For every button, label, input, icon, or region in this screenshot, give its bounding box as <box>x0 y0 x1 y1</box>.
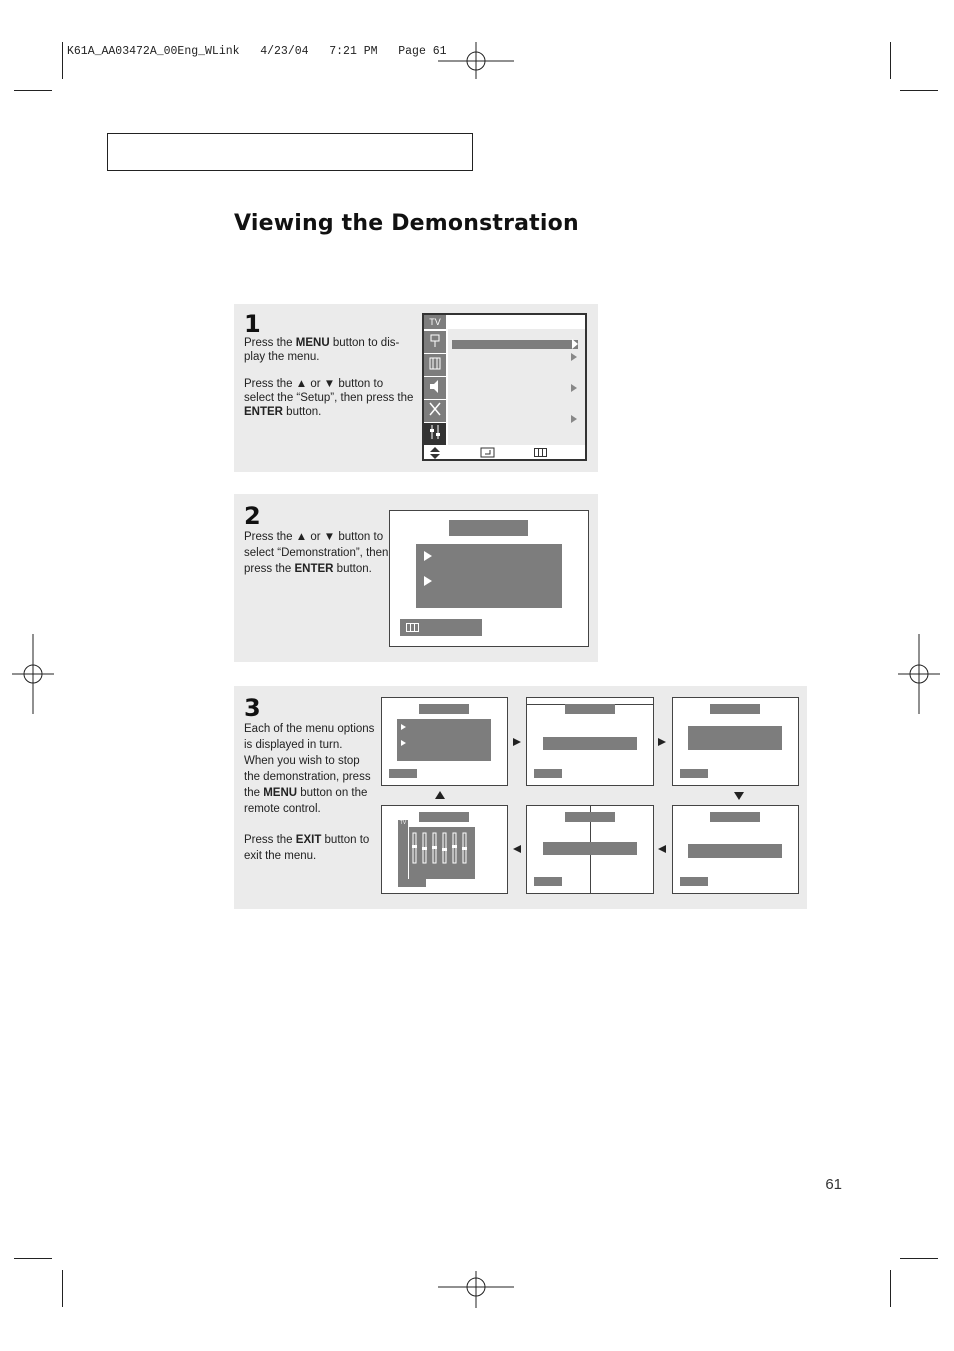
menu-icon <box>534 448 548 458</box>
screen-title-bar <box>710 704 760 714</box>
step-number: 3 <box>244 694 261 722</box>
demo-screen-a <box>381 697 508 786</box>
section-header-box <box>107 133 473 171</box>
move-icon <box>428 447 442 459</box>
crop-mark <box>14 90 52 91</box>
option-bar <box>543 842 637 855</box>
arrow-left-icon <box>513 845 521 853</box>
crop-mark <box>890 42 891 79</box>
arrow-right-icon <box>513 738 521 746</box>
mini-menu-tab: TV <box>399 820 407 826</box>
menu-highlight-bar <box>452 340 578 349</box>
options-box <box>416 544 562 608</box>
crop-mark <box>62 1270 63 1307</box>
arrow-right-icon <box>401 740 406 746</box>
arrow-left-icon <box>658 845 666 853</box>
arrow-right-icon <box>571 415 577 423</box>
page-title: Viewing the Demonstration <box>234 211 579 236</box>
step-3-panel <box>234 686 807 909</box>
arrow-right-icon <box>572 339 578 349</box>
crop-mark <box>900 1258 938 1259</box>
demo-screen-f <box>672 805 799 894</box>
demo-screen-c <box>672 697 799 786</box>
registration-mark-left <box>12 634 54 714</box>
arrow-right-icon <box>424 576 432 586</box>
step-1-text: Press the MENU button to dis- play the menu. Press the ▲ or ▼ button to select the “Setup”, then press the ENTER button. <box>244 337 414 418</box>
footer-bar <box>680 877 708 886</box>
footer-bar <box>534 877 562 886</box>
equalizer-icon <box>409 827 475 879</box>
step-2-text: Press the ▲ or ▼ button to select “Demonstration”, then press the ENTER button. <box>244 531 389 575</box>
option-box <box>688 726 782 750</box>
menu-screen-1 <box>422 313 587 461</box>
crop-mark <box>900 90 938 91</box>
screen-title-bar <box>565 812 615 822</box>
demo-screen-b <box>526 697 654 786</box>
footer-bar <box>534 769 562 778</box>
arrow-up-icon <box>435 791 445 799</box>
enter-icon <box>480 447 496 459</box>
screen-title-bar <box>419 704 469 714</box>
step-number: 2 <box>244 502 261 530</box>
arrow-right-icon <box>658 738 666 746</box>
setup-screen <box>389 510 589 647</box>
registration-mark-right <box>898 634 940 714</box>
mini-icon-column <box>398 827 408 881</box>
step-2-panel <box>234 494 598 662</box>
arrow-right-icon <box>571 353 577 361</box>
crop-mark <box>890 1270 891 1307</box>
arrow-right-icon <box>571 384 577 392</box>
screen-tab: TV <box>424 315 446 329</box>
footer-bar <box>389 769 417 778</box>
screen-title-bar <box>565 704 615 714</box>
screen-title-bar <box>710 812 760 822</box>
step-1-panel <box>234 304 598 472</box>
registration-mark-top <box>436 42 516 82</box>
registration-mark-bottom <box>436 1268 516 1308</box>
arrow-right-icon <box>424 551 432 561</box>
screen-title-bar <box>449 520 528 536</box>
arrow-right-icon <box>401 724 406 730</box>
demo-screen-e <box>526 805 654 894</box>
step-3-text: Each of the menu options is displayed in turn. When you wish to stop the demonstration, press the MENU button on the remote control. Press the EXIT button to exit the menu. <box>244 723 375 862</box>
crop-mark <box>62 42 63 79</box>
step-number: 1 <box>244 310 261 338</box>
option-bar <box>688 844 782 858</box>
screen-title-bar <box>419 812 469 822</box>
option-bar <box>543 737 637 750</box>
print-slug: K61A_AA03472A_00Eng_WLink 4/23/04 7:21 PM Page 61 <box>67 45 447 58</box>
page-number: 61 <box>825 1176 842 1193</box>
footer-bar <box>398 879 426 887</box>
menu-icon <box>406 623 420 633</box>
options-box <box>397 719 491 761</box>
demo-screen-d <box>381 805 508 894</box>
footer-bar <box>680 769 708 778</box>
arrow-down-icon <box>734 792 744 800</box>
crop-mark <box>14 1258 52 1259</box>
